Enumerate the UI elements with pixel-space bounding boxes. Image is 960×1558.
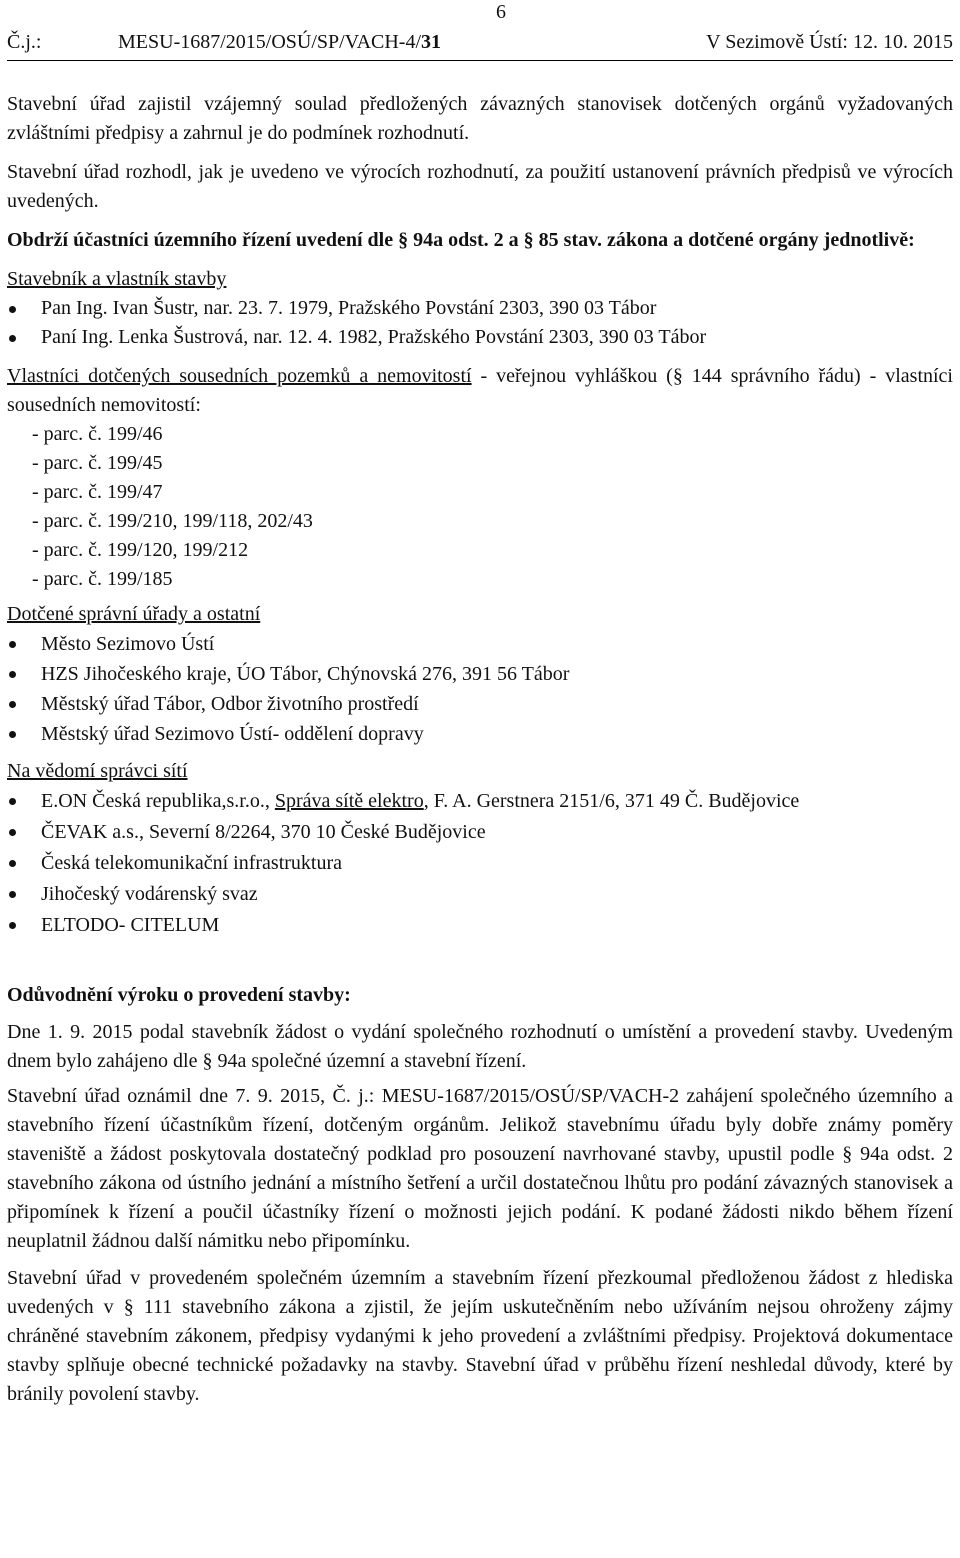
list-item [7,629,953,659]
intro-paragraph-2: Stavební úřad rozhodl, jak je uvedeno ve výrocích rozhodnutí, za použití ustanovení právních předpisů ve výrocích uvedených. [7,161,953,212]
parcel-item: - parc. č. 199/210, 199/118, 202/43 [32,510,313,532]
builder-heading: Stavebník a vlastník stavby [7,268,227,290]
bullet-icon [9,798,16,805]
header-cj-label: Č.j.: [7,31,42,53]
builder-item-2: Paní Ing. Lenka Šustrová, nar. 12. 4. 1982, Pražského Povstání 2303, 390 03 Tábor [41,326,707,348]
network-eon-post: , F. A. Gerstnera 2151/6, 371 49 Č. Budějovice [423,790,800,812]
header-divider [7,60,953,61]
bullet-icon [9,701,16,708]
network-item: ČEVAK a.s., Severní 8/2264, 370 10 České Budějovice [41,821,486,843]
authorities-heading: Dotčené správní úřady a ostatní [7,603,261,625]
bullet-icon [9,891,16,898]
authority-item: Město Sezimovo Ústí [41,633,215,655]
list-item [7,294,953,323]
bullet-icon [9,731,16,738]
network-item: Jihočeský vodárenský svaz [41,883,258,905]
bullet-icon [9,335,16,342]
page-number: 6 [496,1,506,23]
document-header [7,30,953,56]
parcel-item: - parc. č. 199/185 [32,568,173,590]
list-item [7,817,953,848]
network-eon-pre: E.ON Česká republika,s.r.o., [41,790,275,812]
parcel-item: - parc. č. 199/46 [32,423,163,445]
list-item [7,910,953,941]
justification-heading: Odůvodnění výroku o provedení stavby: [7,984,351,1006]
parcel-item: - parc. č. 199/45 [32,452,163,474]
network-item: Česká telekomunikační infrastruktura [41,852,343,874]
header-place-date: V Sezimově Ústí: 12. 10. 2015 [706,31,953,53]
network-heading: Na vědomí správci sítí [7,760,188,782]
justification-paragraph-1: Dne 1. 9. 2015 podal stavebník žádost o vydání společného rozhodnutí o umístění a provedení stavby. Uvedeným dnem bylo zahájeno dle § 94a společné územní a stavební řízení. [7,1021,953,1072]
parcel-list [7,420,953,594]
authority-item: Městský úřad Tábor, Odbor životního prostředí [41,693,419,715]
header-reference [118,30,441,54]
list-item [7,848,953,879]
document-body [7,90,953,1409]
neighbours-heading [7,362,953,420]
builder-item-1: Pan Ing. Ivan Šustr, nar. 23. 7. 1979, Pražského Povstání 2303, 390 03 Tábor [41,297,657,319]
justification-paragraph-3: Stavební úřad v provedeném společném územním a stavebním řízení přezkoumal předloženou žádost z hlediska uvedených v § 111 stavebního zákona a zjistil, že jejím uskutečněním nebo užíváním nejsou ohroženy zájmy chráněné stavebním zákonem, předpisy vydanými k jeho provedení a zvláštními předpisy. Projektová dokumentace stavby splňuje obecné technické požadavky na stavby. Stavební úřad v průběhu řízení neshledal důvody, které by bránily povolení stavby. [7,1267,953,1405]
bullet-icon [9,829,16,836]
list-item [7,323,953,352]
recipients-heading: Obdrží účastníci územního řízení uvedení dle § 94a odst. 2 a § 85 stav. zákona a dotčené orgány jednotlivě: [7,229,915,251]
bullet-icon [9,922,16,929]
intro-paragraph-1: Stavební úřad zajistil vzájemný soulad předložených závazných stanovisek dotčených orgánů vyžadovaných zvláštními předpisy a zahrnul je do podmínek rozhodnutí. [7,93,953,144]
neighbours-heading-underlined: Vlastníci dotčených sousedních pozemků a nemovitostí [7,365,472,387]
bullet-icon [9,306,16,313]
list-item [7,879,953,910]
bullet-icon [9,860,16,867]
builder-list [7,294,953,352]
authorities-list [7,629,953,749]
list-item [7,719,953,749]
list-item [7,659,953,689]
header-reference-prefix: MESU-1687/2015/OSÚ/SP/VACH-4/ [118,31,422,53]
list-item [7,786,953,817]
authority-item: HZS Jihočeského kraje, ÚO Tábor, Chýnovská 276, 391 56 Tábor [41,663,570,685]
parcel-item: - parc. č. 199/47 [32,481,163,503]
justification-paragraph-2: Stavební úřad oznámil dne 7. 9. 2015, Č. j.: MESU-1687/2015/OSÚ/SP/VACH-2 zahájení společného územního a stavebního řízení účastníkům řízení, dotčeným orgánům. Jelikož stavebnímu úřadu byly dobře známy poměry staveniště a žádost poskytovala dostatečný podklad pro posouzení navrhované stavby, upustil podle § 94a odst. 2 stavebního zákona od ústního jednání a místního šetření a určil dostatečnou lhůtu pro podání závazných stanovisek a připomínek k řízení a poučil účastníky řízení o možnosti jejich podání. K podané žádosti nikdo během řízení neuplatnil žádnou další námitku nebo připomínku. [7,1085,953,1252]
list-item [7,689,953,719]
parcel-item: - parc. č. 199/120, 199/212 [32,539,249,561]
header-reference-suffix: 31 [421,31,442,53]
network-eon-division: Správa sítě elektro [274,790,424,812]
authority-item: Městský úřad Sezimovo Ústí- oddělení dopravy [41,723,424,745]
network-item: ELTODO- CITELUM [41,914,220,936]
bullet-icon [9,671,16,678]
network-list [7,786,953,941]
bullet-icon [9,641,16,648]
neighbours-heading-rest: - veřejnou vyhláškou (§ 144 správního řádu) - vlastníci sousedních nemovitostí: [7,365,953,416]
